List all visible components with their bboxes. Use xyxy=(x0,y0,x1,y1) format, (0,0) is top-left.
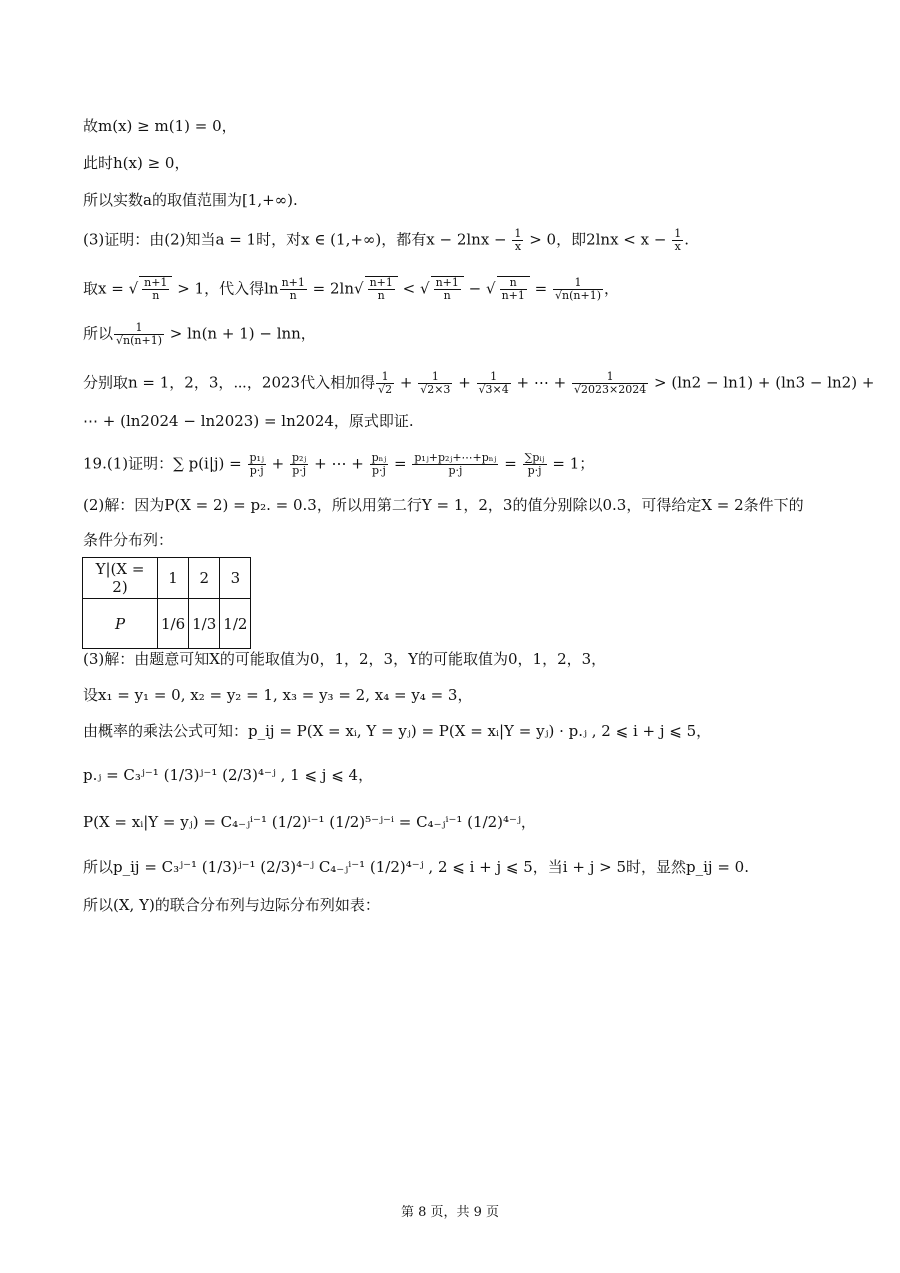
text-segment: . xyxy=(684,230,690,249)
text-segment: ， xyxy=(604,279,620,298)
text-line: (2)解：因为P(X = 2) = p₂. = 0.3，所以用第二行Y = 1，2，3的值分别除以0.3，可得给定X = 2条件下的 xyxy=(83,496,804,514)
sum-line: 分别取n = 1，2，3，⋯，2023代入相加得 $\frac{1}{√2}$ + $\frac{1}{√2\times 3}$ + $\frac{1}{√3\times 4}$ + ⋯ + $\frac{1}{√2023\times 2024}$ > (ln2 − ln1) + (ln3 − ln2) + xyxy=(83,370,875,396)
inequality-line: 所以 $\frac{1}{√n(n+1)}$ > ln(n + 1) − lnn， xyxy=(83,321,316,347)
proof-line-3 xyxy=(83,228,689,253)
text-line: 条件分布列： xyxy=(83,531,174,549)
table-cell: 1/3 xyxy=(189,599,220,649)
text-segment: 分别取n = 1，2，3，⋯，2023代入相加得 xyxy=(83,373,376,392)
text-line: 所以(X, Y)的联合分布列与边际分布列如表： xyxy=(83,896,380,914)
text-segment: = 2ln xyxy=(312,279,354,298)
substitution-line: 取x = √ $\frac{n+1}{n}$ > 1，代入得ln $\frac{n+1}{n}$ = 2ln√ $\frac{n+1}{n}$ < √ $\frac{n+1}{n}$ − √ $\frac{n}{n+1}$ = $\frac{1}{√n(n+1)}$ ， xyxy=(83,276,620,302)
text-segment: < xyxy=(402,279,416,298)
text-segment: > (ln2 − ln1) + (ln3 − ln2) + xyxy=(654,373,875,392)
fraction: $\frac{1}{x}$ xyxy=(674,227,682,253)
table-row-label: P xyxy=(83,599,158,649)
text-line: 所以p_ij = C₃ʲ⁻¹ (1/3)ʲ⁻¹ (2/3)⁴⁻ʲ C₄₋ⱼⁱ⁻¹ (1/2)⁴⁻ʲ , 2 ⩽ i + j ⩽ 5，当i + j > 5时，显然p_ij = 0. xyxy=(83,858,749,876)
text-segment: = xyxy=(534,279,548,298)
text-segment: > 0，即2lnx < x − xyxy=(529,230,667,249)
text-segment: > ln(n + 1) − lnn， xyxy=(169,324,316,343)
table-header-cell: 3 xyxy=(220,558,251,599)
table-header-cell: 1 xyxy=(158,558,189,599)
conditional-distribution-table xyxy=(82,557,251,649)
page-footer: 第 8 页，共 9 页 xyxy=(400,1205,500,1220)
text-line: 由概率的乘法公式可知：p_ij = P(X = xᵢ, Y = yⱼ) = P(X = xᵢ|Y = yⱼ) · p.ⱼ , 2 ⩽ i + j ⩽ 5， xyxy=(83,722,712,740)
table-header-cell: 2 xyxy=(189,558,220,599)
text-line: 所以实数a的取值范围为[1,+∞). xyxy=(83,191,298,209)
text-line: (3)解：由题意可知X的可能取值为0，1，2，3，Y的可能取值为0，1，2，3， xyxy=(83,650,607,668)
text-line: 此时h(x) ≥ 0， xyxy=(83,154,190,172)
text-segment: 所以 xyxy=(83,324,114,343)
table-cell: 1/2 xyxy=(220,599,251,649)
text-line: P(X = xᵢ|Y = yⱼ) = C₄₋ⱼⁱ⁻¹ (1/2)ⁱ⁻¹ (1/2)⁵⁻ʲ⁻ⁱ = C₄₋ⱼⁱ⁻¹ (1/2)⁴⁻ʲ， xyxy=(83,813,536,831)
text-line: ⋯ + (ln2024 − ln2023) = ln2024，原式即证. xyxy=(83,412,414,430)
text-segment: = 1； xyxy=(552,454,595,473)
table-row xyxy=(83,599,251,649)
text-segment: > 1，代入得ln xyxy=(177,279,279,298)
text-segment: 取x = xyxy=(83,279,124,298)
text-line: 设x₁ = y₁ = 0, x₂ = y₂ = 1, x₃ = y₃ = 2, x₄ = y₄ = 3， xyxy=(83,686,473,704)
question-19-line: 19.(1)证明：∑ p(i|j) = $\frac{\text{p₁ⱼ}}{p\cdot j}$ + $\frac{\text{p₂ⱼ}}{p\cdot j}$ + ⋯ + $\frac{\text{pₙⱼ}}{p\cdot j}$ = $\frac{\text{p₁ⱼ+p₂ⱼ+⋯+pₙⱼ}}{p\cdot j}$ = $\frac{\text{∑pᵢⱼ}}{p\cdot j}$ = 1； xyxy=(83,451,595,477)
text-segment: (3)证明：由(2)知当a = 1时，对x ∈ (1,+∞)，都有x − 2lnx − xyxy=(83,230,507,249)
text-line: 故m(x) ≥ m(1) = 0， xyxy=(83,117,237,135)
table-cell: 1/6 xyxy=(158,599,189,649)
text-segment: 19.(1)证明：∑ p(i|j) = xyxy=(83,454,242,473)
text-segment: − xyxy=(468,279,482,298)
table-row xyxy=(83,558,251,599)
fraction: $\frac{1}{x}$ xyxy=(514,227,522,253)
table-header-cell: Y|(X = 2) xyxy=(83,558,158,599)
text-line: p.ⱼ = C₃ʲ⁻¹ (1/3)ʲ⁻¹ (2/3)⁴⁻ʲ , 1 ⩽ j ⩽ 4， xyxy=(83,766,374,784)
